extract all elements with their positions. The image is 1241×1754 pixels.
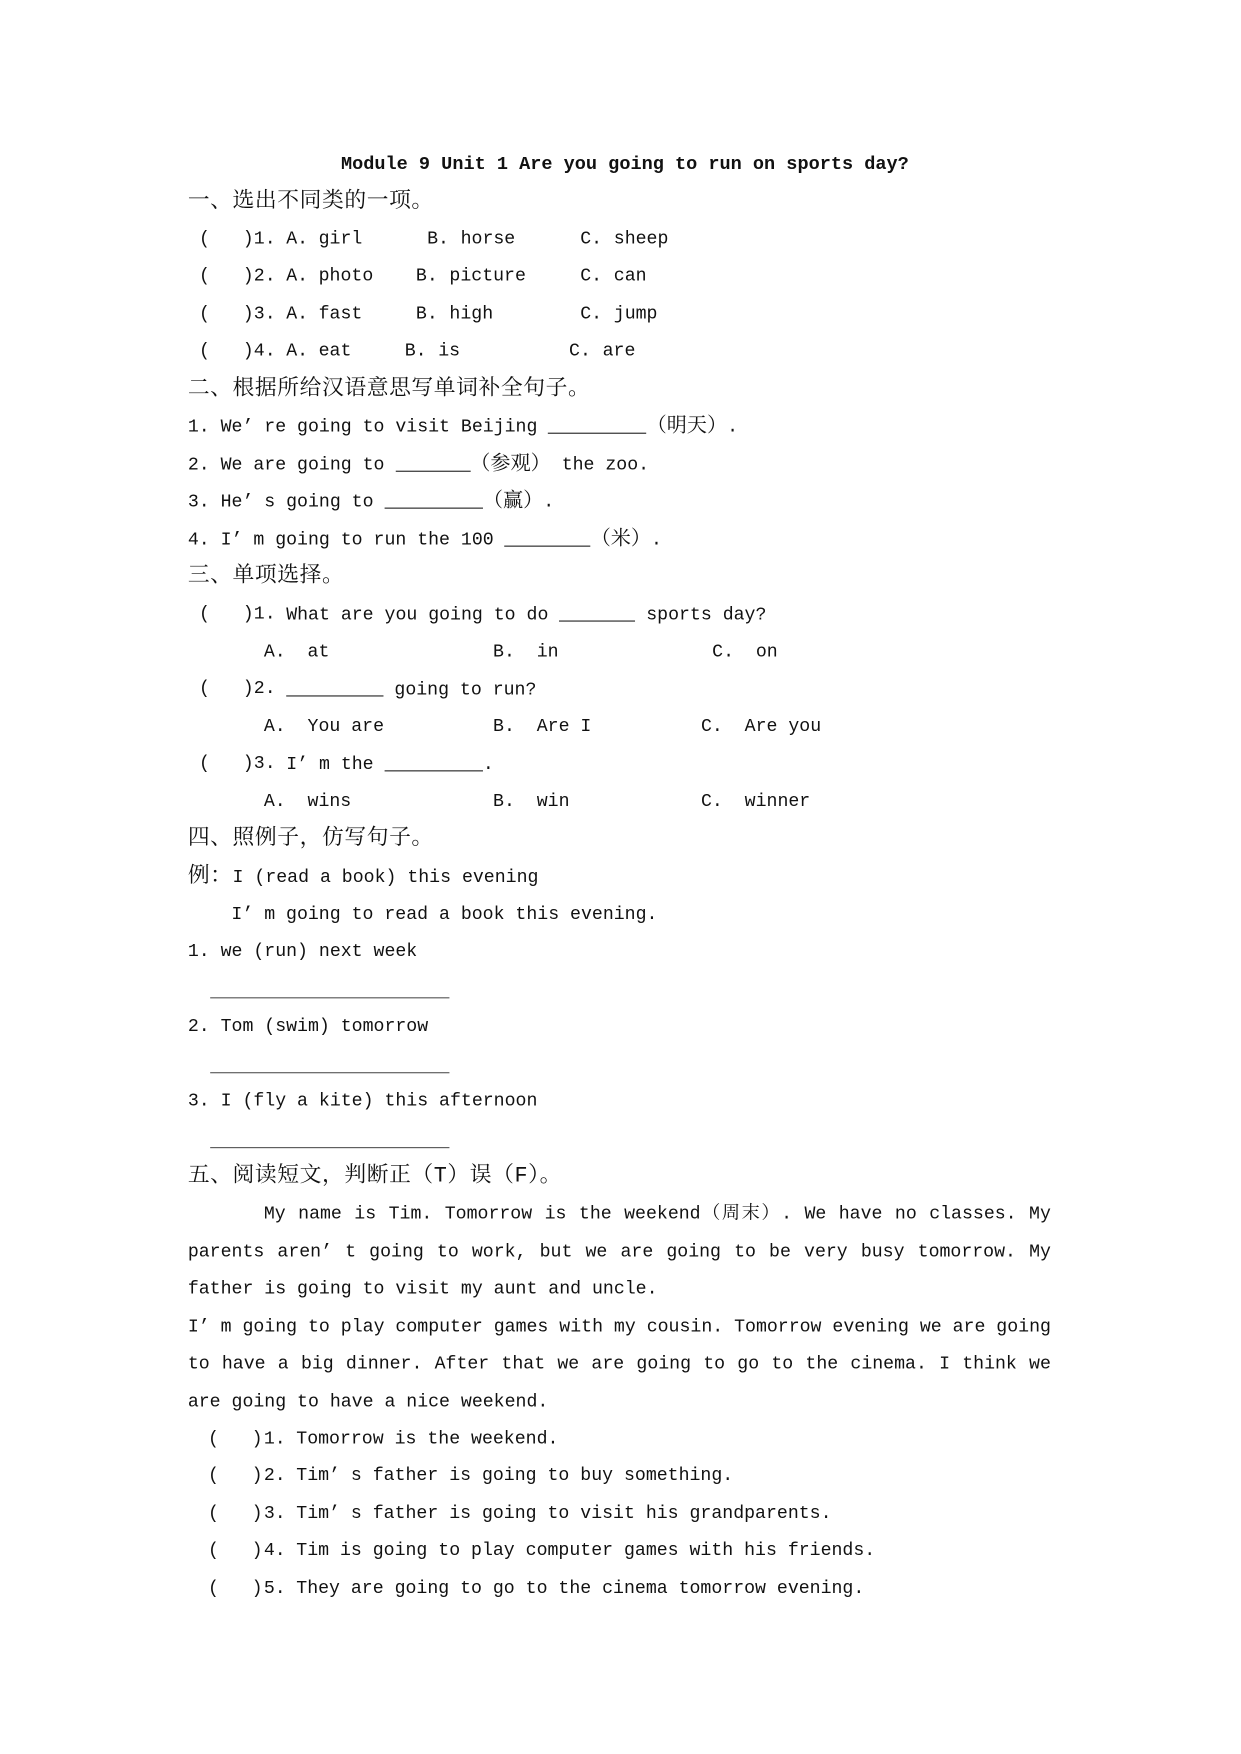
- option-b: B. win: [493, 790, 570, 812]
- option-label: B.: [415, 302, 438, 325]
- option-label: A.: [286, 339, 309, 362]
- statement-text: Tomorrow is the weekend.: [296, 1427, 559, 1449]
- option-label: A.: [286, 302, 309, 325]
- section4-heading: 四、照例子，仿写句子。: [187, 826, 434, 851]
- option-label: B.: [427, 228, 449, 250]
- option-a: fast: [318, 302, 363, 325]
- sentence-end: .: [651, 528, 662, 551]
- answer-blank[interactable]: ( ): [199, 339, 254, 362]
- answer-blank[interactable]: ( ): [199, 602, 254, 624]
- question-number: 2.: [253, 264, 276, 287]
- option-c: C. winner: [700, 790, 811, 812]
- question-text: I’ m the: [286, 753, 385, 775]
- chinese-hint: （赢）: [482, 490, 544, 514]
- option-b: is: [438, 339, 461, 362]
- chinese-hint: （米）: [590, 528, 652, 552]
- statement-number: 4.: [263, 1539, 286, 1561]
- sentence-text: 2. We are going to: [187, 453, 396, 476]
- question-number: 3.: [253, 302, 276, 325]
- option-label: A.: [286, 228, 309, 250]
- option-c: C. on: [712, 640, 778, 662]
- s3-options-3: [0, 788, 1241, 815]
- fill-blank[interactable]: [505, 525, 591, 546]
- s1-question-4: [0, 338, 1241, 365]
- fill-blank[interactable]: [559, 600, 635, 621]
- example-label: 例：: [187, 864, 233, 889]
- answer-blank[interactable]: ( ): [207, 1539, 263, 1561]
- fill-blank[interactable]: [384, 487, 482, 508]
- option-label: B.: [415, 264, 438, 287]
- tf-statement-1: [0, 1425, 1241, 1452]
- sentence-end: .: [543, 490, 555, 513]
- sentence-end: .: [727, 415, 739, 438]
- answer-blank[interactable]: ( ): [199, 228, 254, 250]
- sentence-end: the zoo.: [550, 453, 650, 476]
- tf-statement-3: [0, 1500, 1241, 1527]
- question-text: .: [482, 753, 494, 775]
- section3-heading: 三、单项选择。: [187, 563, 345, 589]
- section5-heading: 五、阅读短文，判断正（T）误（F）。: [187, 1163, 562, 1189]
- fill-blank[interactable]: [548, 413, 646, 434]
- s2-item-3: [188, 487, 554, 514]
- option-c: can: [613, 264, 647, 287]
- question-number: 1.: [253, 228, 276, 250]
- statement-text: They are going to go to the cinema tomorrow evening.: [296, 1577, 865, 1599]
- question-text: What are you going to do: [286, 603, 560, 625]
- fill-blank[interactable]: [286, 675, 383, 696]
- example-answer: I’ m going to read a book this evening.: [231, 903, 658, 925]
- fill-blank[interactable]: [395, 451, 470, 472]
- sentence-text: 1. We’ re going to visit Beijing: [187, 415, 549, 438]
- s3-question-2: [0, 675, 1241, 702]
- option-c: jump: [613, 302, 658, 325]
- option-label: C.: [580, 228, 603, 250]
- option-b: high: [449, 302, 494, 325]
- answer-blank[interactable]: ( ): [207, 1577, 263, 1599]
- option-a: eat: [318, 339, 352, 362]
- option-a: photo: [318, 264, 374, 287]
- option-label: A.: [286, 264, 309, 287]
- s3-options-2: [0, 713, 1241, 740]
- s1-question-3: [0, 301, 1241, 328]
- statement-number: 1.: [263, 1427, 286, 1449]
- option-label: C.: [580, 264, 603, 287]
- statement-number: 2.: [263, 1464, 286, 1486]
- passage-line: father is going to visit my aunt and uncle.: [187, 1277, 658, 1300]
- answer-blank[interactable]: ( ): [199, 264, 254, 287]
- question-number: 1.: [253, 602, 276, 624]
- fill-blank[interactable]: [385, 750, 483, 771]
- option-c: sheep: [613, 228, 669, 250]
- example-text: I (read a book) this evening: [232, 866, 539, 888]
- chinese-hint: （参观）: [470, 453, 551, 477]
- reading-passage: [188, 1195, 1051, 1420]
- option-a: A. at: [263, 640, 330, 662]
- answer-blank[interactable]: ( ): [207, 1502, 263, 1524]
- passage-line: parents aren’ t going to work, but we are going to be very busy tomorrow. My: [187, 1240, 1051, 1262]
- chinese-hint: （明天）: [646, 415, 728, 439]
- option-a: A. You are: [263, 715, 385, 737]
- statement-text: Tim’ s father is going to buy something.: [296, 1464, 734, 1486]
- option-a: A. wins: [263, 790, 352, 812]
- passage-line: I’ m going to play computer games with my cousin. Tomorrow evening we are going: [187, 1315, 1051, 1337]
- answer-blank[interactable]: ( ): [199, 677, 254, 699]
- question-number: 3.: [253, 752, 276, 774]
- sentence-text: 4. I’ m going to run the 100: [187, 528, 505, 551]
- option-b: picture: [449, 264, 526, 287]
- question-number: 2.: [253, 677, 276, 699]
- answer-blank[interactable]: ( ): [199, 302, 254, 325]
- option-b: B. in: [493, 640, 559, 662]
- tf-statement-4: [0, 1537, 1241, 1564]
- question-text: sports day?: [635, 603, 767, 625]
- answer-line[interactable]: [210, 1072, 449, 1073]
- example-prompt: [188, 863, 539, 890]
- statement-text: Tim’ s father is going to visit his grandparents.: [296, 1502, 832, 1524]
- option-b: B. Are I: [493, 715, 592, 737]
- tf-statement-2: [0, 1462, 1241, 1489]
- s4-item-1: 1. we (run) next week: [187, 940, 418, 962]
- page-title: Module 9 Unit 1 Are you going to run on sports day?: [340, 153, 909, 175]
- statement-number: 3.: [263, 1502, 286, 1524]
- option-b: horse: [460, 228, 516, 250]
- answer-line[interactable]: [210, 997, 449, 998]
- option-c: are: [602, 339, 636, 362]
- s4-item-2: 2. Tom (swim) tomorrow: [187, 1015, 429, 1037]
- option-label: C.: [580, 302, 603, 325]
- statement-text: Tim is going to play computer games with his friends.: [296, 1539, 876, 1561]
- passage-line: to have a big dinner. After that we are going to go to the cinema. I think we: [187, 1352, 1051, 1375]
- passage-line: are going to have a nice weekend.: [187, 1390, 549, 1412]
- sentence-text: 3. He’ s going to: [187, 490, 385, 513]
- statement-number: 5.: [263, 1577, 286, 1599]
- s2-item-2: [188, 451, 649, 478]
- option-a: girl: [318, 228, 363, 250]
- option-label: B.: [404, 339, 427, 362]
- s1-question-1: [0, 226, 1241, 253]
- s3-question-1: [0, 600, 1241, 627]
- question-number: 4.: [253, 339, 276, 362]
- answer-blank[interactable]: ( ): [199, 752, 254, 774]
- s3-options-1: [0, 638, 1241, 665]
- answer-blank[interactable]: ( ): [207, 1464, 263, 1486]
- s2-item-1: [188, 413, 738, 440]
- answer-line[interactable]: [210, 1147, 449, 1148]
- question-text: going to run?: [383, 678, 537, 700]
- passage-line: My name is Tim. Tomorrow is the weekend（周末）. We have no classes. My: [263, 1202, 1051, 1225]
- s3-question-3: [0, 750, 1241, 777]
- s1-question-2: [0, 263, 1241, 290]
- section2-heading: 二、根据所给汉语意思写单词补全句子。: [187, 376, 591, 402]
- s2-item-4: [188, 525, 662, 552]
- answer-blank[interactable]: ( ): [207, 1427, 263, 1449]
- s4-item-3: 3. I (fly a kite) this afternoon: [187, 1090, 538, 1112]
- option-c: C. Are you: [700, 715, 822, 737]
- section1-heading: 一、选出不同类的一项。: [187, 188, 434, 214]
- tf-statement-5: [0, 1575, 1241, 1602]
- option-label: C.: [569, 339, 591, 362]
